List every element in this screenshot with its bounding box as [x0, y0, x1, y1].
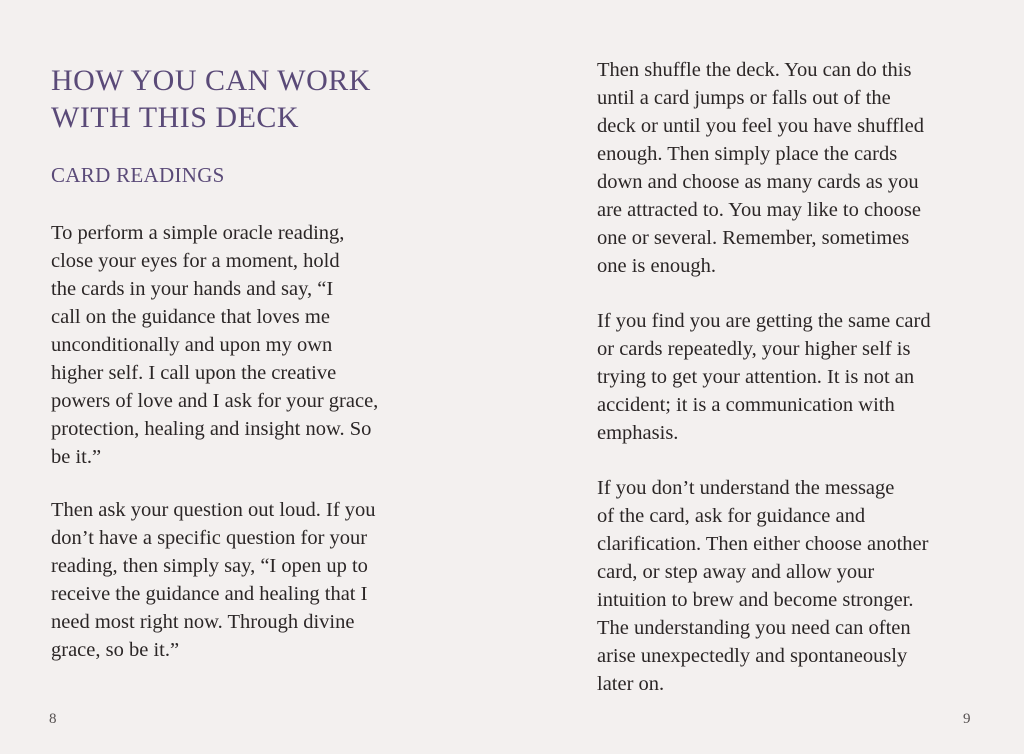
- text-line: don’t have a specific question for your: [51, 527, 368, 549]
- text-line: accident; it is a communication with: [597, 394, 895, 416]
- paragraph-understanding: [597, 474, 928, 698]
- text-line: emphasis.: [597, 422, 679, 444]
- text-line: reading, then simply say, “I open up to: [51, 555, 368, 577]
- paragraph-shuffle: [597, 56, 924, 280]
- text-line: protection, healing and insight now. So: [51, 418, 372, 440]
- text-line: If you find you are getting the same card: [597, 310, 931, 332]
- text-line: clarification. Then either choose another: [597, 533, 929, 555]
- text-line: Then ask your question out loud. If you: [51, 499, 376, 521]
- text-line: To perform a simple oracle reading,: [51, 222, 345, 244]
- right-page: [597, 0, 987, 754]
- text-line: are attracted to. You may like to choose: [597, 199, 921, 221]
- text-line: one or several. Remember, sometimes: [597, 227, 910, 249]
- heading-line: HOW YOU CAN WORK: [51, 64, 371, 97]
- paragraph-ask-question: [51, 496, 376, 664]
- text-line: deck or until you feel you have shuffled: [597, 115, 924, 137]
- page-number-left: 8: [49, 711, 57, 727]
- text-line: one is enough.: [597, 255, 716, 277]
- page-number-right: 9: [963, 711, 971, 727]
- text-line: arise unexpectedly and spontaneously: [597, 645, 908, 667]
- text-line: receive the guidance and healing that I: [51, 583, 368, 605]
- text-line: higher self. I call upon the creative: [51, 362, 337, 384]
- text-line: later on.: [597, 673, 665, 695]
- paragraph-same-card: [597, 307, 931, 447]
- text-line: until a card jumps or falls out of the: [597, 87, 891, 109]
- text-line: the cards in your hands and say, “I: [51, 278, 334, 300]
- left-page: [51, 0, 431, 754]
- text-line: If you don’t understand the message: [597, 477, 895, 499]
- card-readings-subheading: CARD READINGS: [51, 163, 225, 187]
- text-line: Then shuffle the deck. You can do this: [597, 59, 912, 81]
- heading-line: WITH THIS DECK: [51, 101, 300, 134]
- section-heading: [51, 62, 371, 136]
- text-line: of the card, ask for guidance and: [597, 505, 866, 527]
- text-line: powers of love and I ask for your grace,: [51, 390, 379, 412]
- text-line: or cards repeatedly, your higher self is: [597, 338, 911, 360]
- text-line: grace, so be it.”: [51, 639, 180, 661]
- text-line: need most right now. Through divine: [51, 611, 355, 633]
- paragraph-oracle-reading: [51, 219, 378, 471]
- text-line: be it.”: [51, 446, 102, 468]
- text-line: call on the guidance that loves me: [51, 306, 330, 328]
- text-line: enough. Then simply place the cards: [597, 143, 898, 165]
- text-line: close your eyes for a moment, hold: [51, 250, 340, 272]
- text-line: trying to get your attention. It is not an: [597, 366, 915, 388]
- text-line: card, or step away and allow your: [597, 561, 875, 583]
- text-line: unconditionally and upon my own: [51, 334, 333, 356]
- text-line: down and choose as many cards as you: [597, 171, 919, 193]
- text-line: The understanding you need can often: [597, 617, 911, 639]
- text-line: intuition to brew and become stronger.: [597, 589, 914, 611]
